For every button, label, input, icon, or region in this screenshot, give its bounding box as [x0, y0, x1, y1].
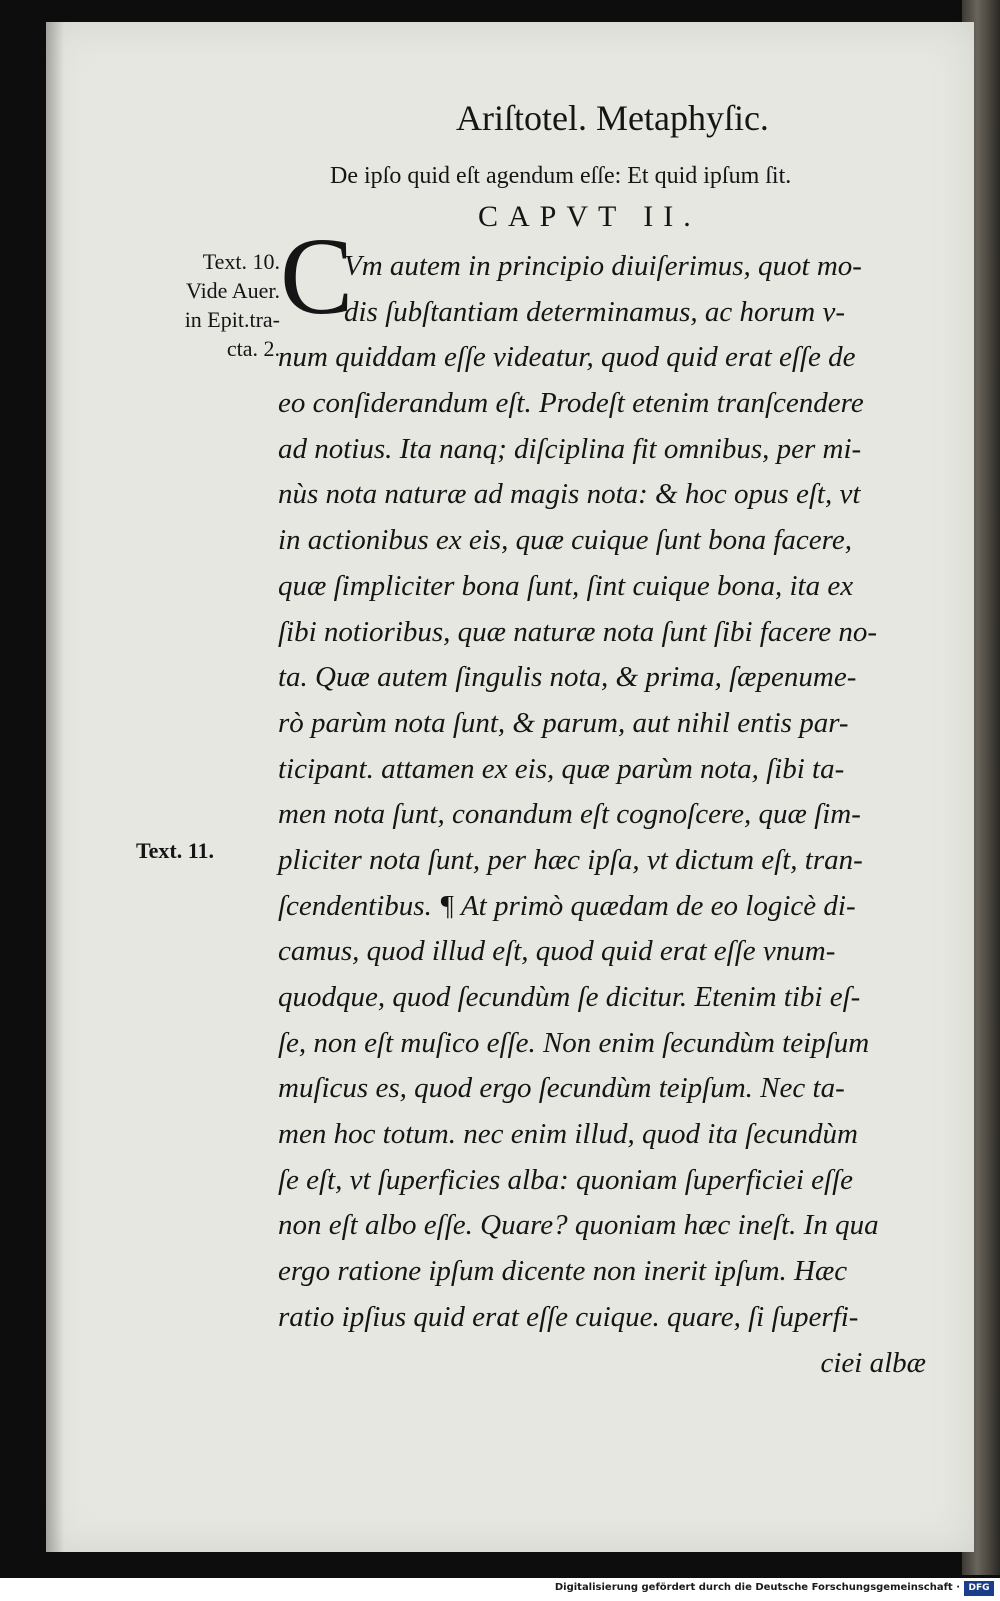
- text-line: ergo ratione ipſum dicente non inerit ipſum. Hæc: [278, 1255, 848, 1288]
- text-line: dis ſubſtantiam determinamus, ac horum v-: [344, 295, 846, 328]
- text-line: ſcendentibus. ¶ At primò quædam de eo logicè di-: [278, 889, 856, 922]
- margin-note-line: in Epit.tra-: [184, 307, 280, 332]
- text-line: ta. Quæ autem ſingulis nota, & prima, ſæpenume-: [278, 661, 857, 694]
- text-line: men hoc totum. nec enim illud, quod ita ſecundùm: [278, 1118, 858, 1151]
- text-line: quodque, quod ſecundùm ſe dicitur. Etenim tibi eſ-: [278, 981, 861, 1013]
- footer-bar: [0, 1578, 1000, 1601]
- margin-note-line: Text. 10.: [202, 249, 280, 274]
- dfg-logo: DFG: [964, 1581, 994, 1596]
- text-line: quæ ſimpliciter bona ſunt, ſint cuique bona, ita ex: [278, 569, 854, 602]
- text-line: num quiddam eſſe videatur, quod quid erat eſſe de: [278, 341, 856, 374]
- text-line: rò parùm nota ſunt, & parum, aut nihil entis par-: [278, 706, 849, 739]
- text-line: ſibi notioribus, quæ naturæ nota ſunt ſibi facere no-: [278, 615, 878, 648]
- text-line: nùs nota naturæ ad magis nota: & hoc opus eſt, vt: [278, 478, 861, 511]
- footer-credit: Digitalisierung gefördert durch die Deutsche Forschungsgemeinschaft ·: [554, 1582, 960, 1593]
- body-text: [278, 244, 938, 1386]
- text-line: ratio ipſius quid erat eſſe cuique. quare, ſi ſuperfi-: [278, 1300, 859, 1333]
- margin-note-text-11: [136, 836, 214, 865]
- drop-cap: C: [280, 215, 354, 337]
- catchword: ciei albæ: [820, 1346, 926, 1379]
- text-line: muſicus es, quod ergo ſecundùm teipſum. Nec ta-: [278, 1072, 845, 1105]
- text-line: ſe, non eſt muſico eſſe. Non enim ſecundùm teipſum: [278, 1026, 870, 1059]
- margin-note-text-10: [140, 247, 280, 363]
- text-line: ſe eſt, vt ſuperficies alba: quoniam ſuperficiei eſſe: [278, 1163, 854, 1196]
- text-line: men nota ſunt, conandum eſt cognoſcere, quæ ſim-: [278, 798, 861, 831]
- text-line: non eſt albo eſſe. Quare? quoniam hæc ineſt. In qua: [278, 1209, 879, 1242]
- chapter-title: CAPVT II.: [478, 200, 701, 233]
- chapter-summary: De ipſo quid eſt agendum eſſe: Et quid ipſum ſit.: [330, 163, 792, 189]
- text-line: eo conſiderandum eſt. Prodeſt etenim tranſcendere: [278, 387, 864, 420]
- text-line: ad notius. Ita nanq; diſciplina fit omnibus, per mi-: [278, 432, 862, 465]
- text-line: pliciter nota ſunt, per hæc ipſa, vt dictum eſt, tran-: [278, 843, 863, 876]
- running-head: Ariſtotel. Metaphyſic.: [456, 98, 769, 138]
- page-gutter-shadow: [46, 22, 64, 1552]
- text-line: in actionibus ex eis, quæ cuique ſunt bona facere,: [278, 524, 852, 557]
- margin-note-line: Vide Auer.: [186, 278, 280, 303]
- text-line: Vm autem in principio diuiſerimus, quot mo-: [344, 250, 862, 282]
- margin-note-line: cta. 2.: [226, 336, 280, 361]
- text-line: ticipant. attamen ex eis, quæ parùm nota, ſibi ta-: [278, 752, 845, 785]
- margin-note-line: Text. 11.: [136, 838, 215, 863]
- text-line: camus, quod illud eſt, quod quid erat eſſe vnum-: [278, 935, 836, 968]
